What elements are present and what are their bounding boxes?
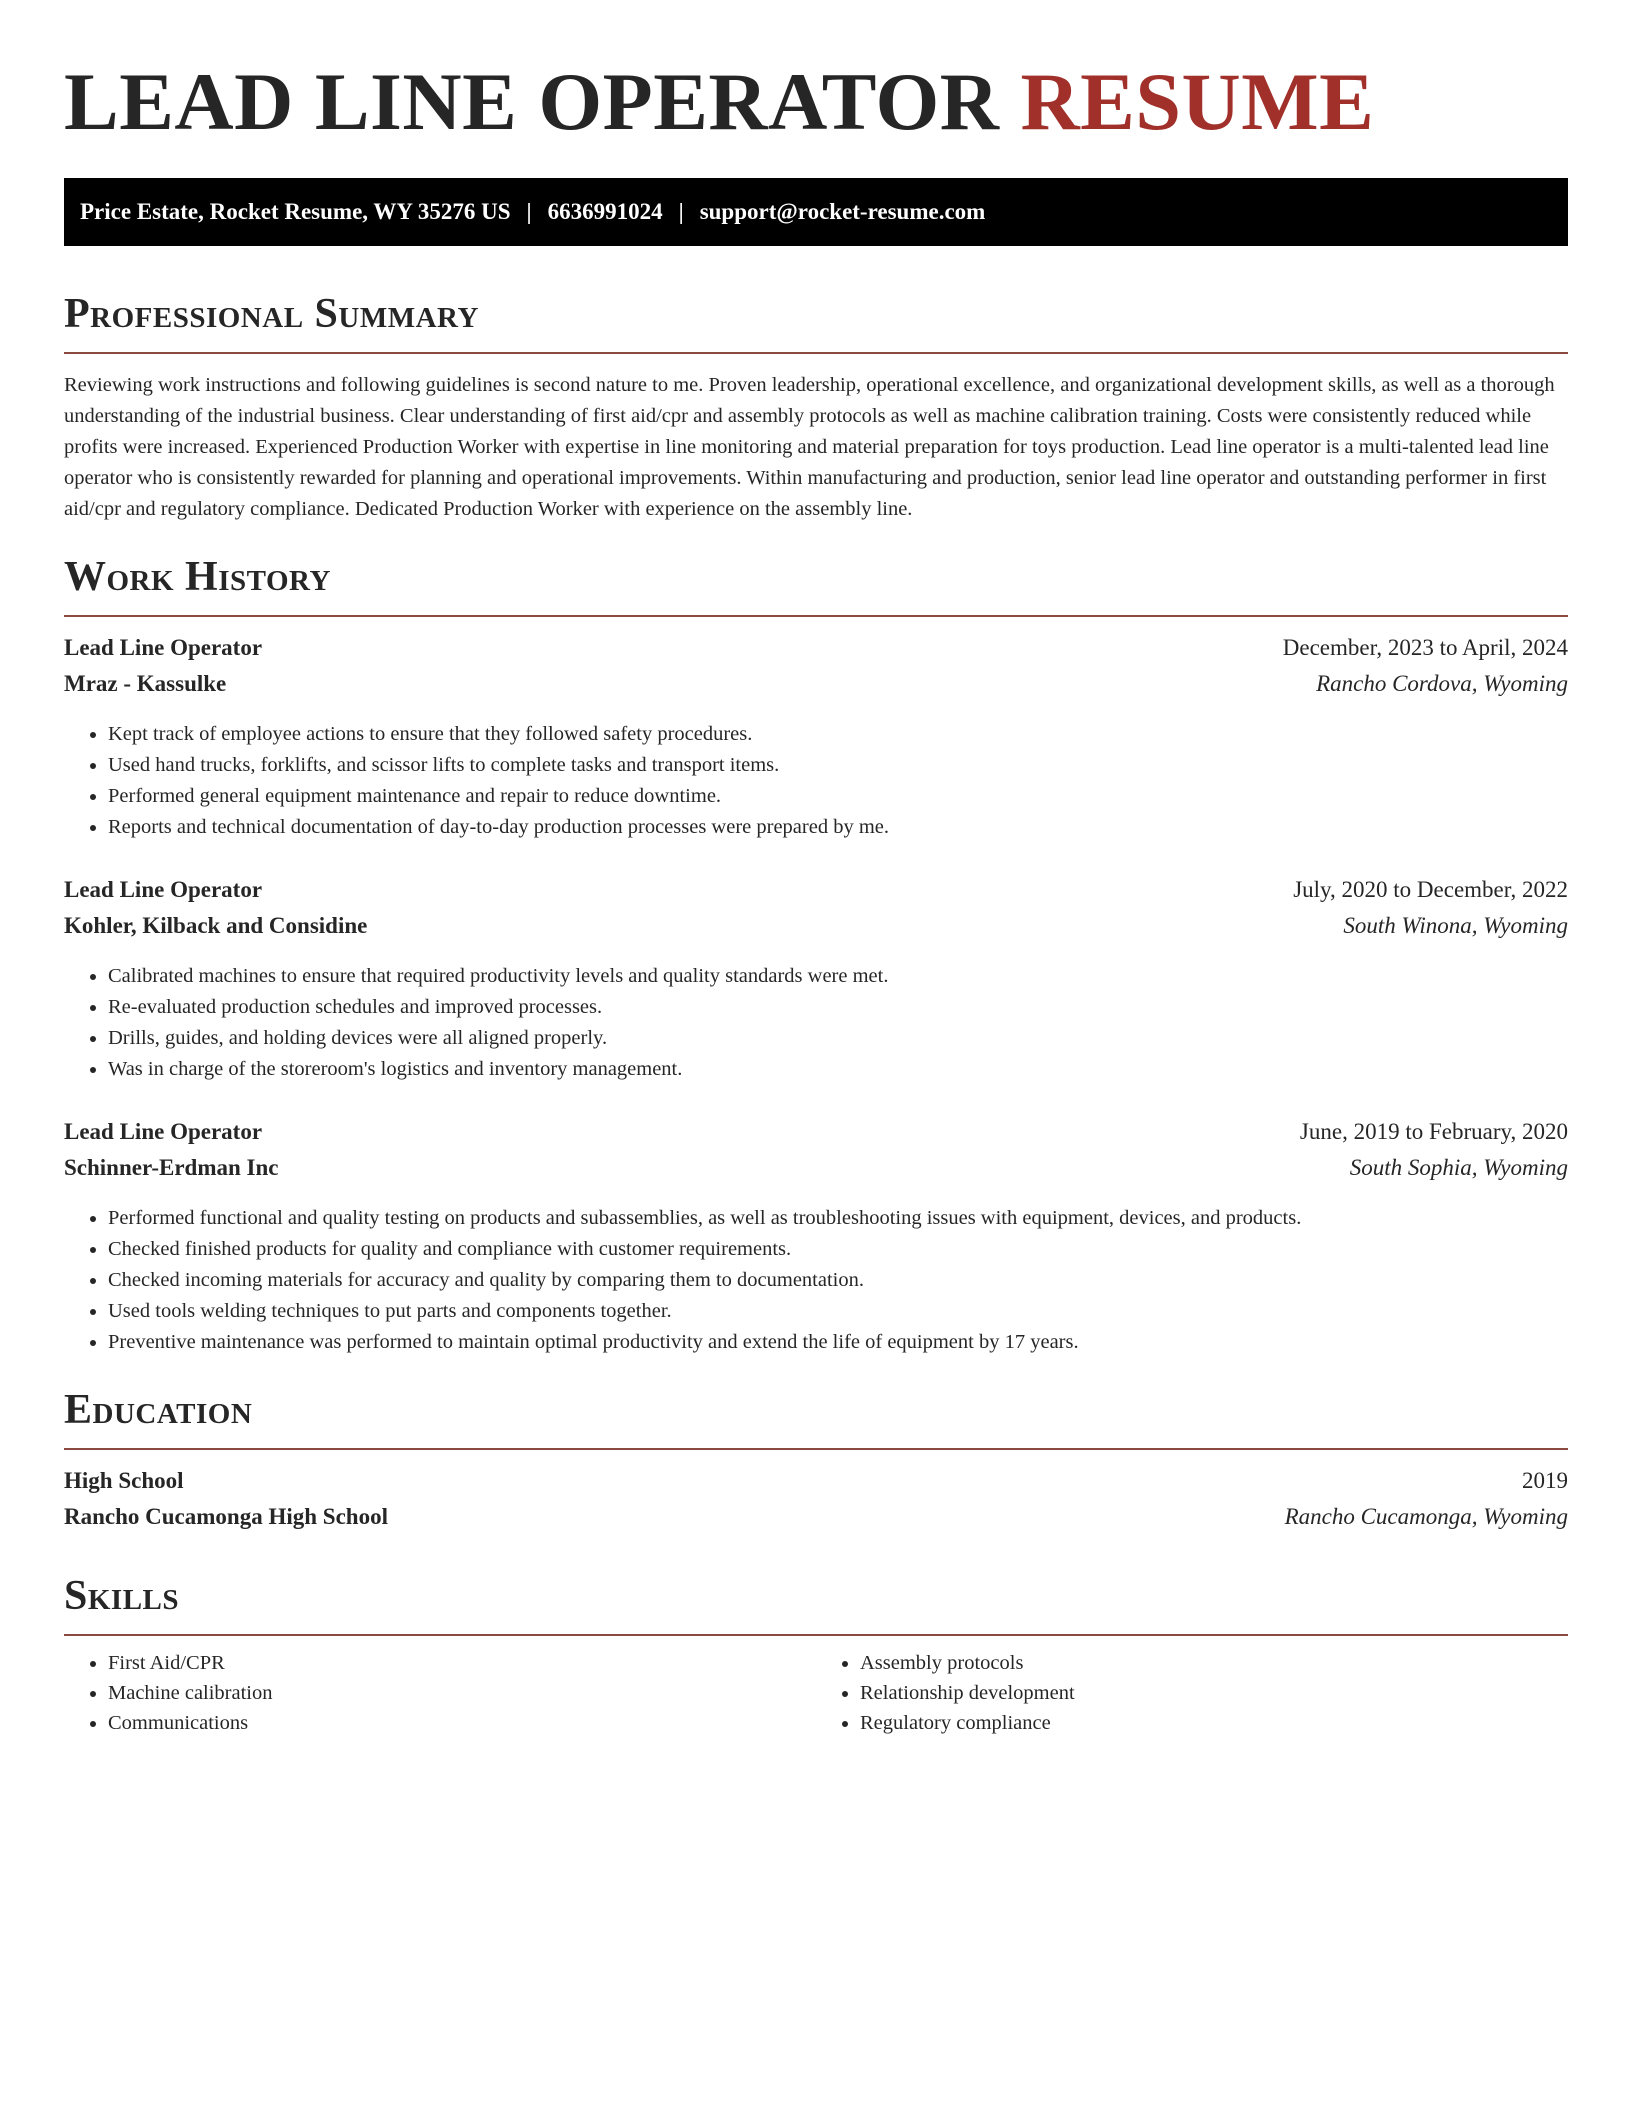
job-bullets <box>64 1203 1568 1358</box>
skill-item: • First Aid/CPR <box>108 1648 816 1678</box>
job-bullet: • Drills, guides, and holding devices were all aligned properly. <box>108 1023 1568 1054</box>
job-bullet: • Preventive maintenance was performed to maintain optimal productivity and extend the life of equipment by 17 years. <box>108 1327 1568 1358</box>
section-divider <box>64 1634 1568 1636</box>
job-dates: December, 2023 to April, 2024 <box>1282 635 1568 660</box>
job-company: Schinner-Erdman Inc <box>64 1155 279 1180</box>
job-bullet: • Used hand trucks, forklifts, and scissor lifts to complete tasks and transport items. <box>108 750 1568 781</box>
skill-item: • Machine calibration <box>108 1678 816 1708</box>
job-company: Kohler, Kilback and Considine <box>64 913 368 938</box>
job-bullet: • Re-evaluated production schedules and improved processes. <box>108 992 1568 1023</box>
section-divider <box>64 1448 1568 1450</box>
skill-item: • Regulatory compliance <box>860 1708 1568 1738</box>
job-company: Mraz - Kassulke <box>64 671 227 696</box>
job-bullet: • Was in charge of the storeroom's logistics and inventory management. <box>108 1054 1568 1085</box>
job-location: South Winona, Wyoming <box>1343 913 1568 938</box>
title-main: LEAD LINE OPERATOR <box>64 56 1000 147</box>
summary-text: Reviewing work instructions and following guidelines is second nature to me. Proven leadership, operational excellence, and organizational development skills, as well as a thorough understanding of the industrial business. Clear understanding of first aid/cpr and assembly protocols as well as machine calibration training. Costs were consistently reduced while profits were increased. Experienced Production Worker with expertise in line monitoring and material preparation for toys production. Lead line operator is a multi-talented lead line operator who is consistently rewarded for planning and operational improvements. Within manufacturing and production, senior lead line operator and outstanding performer in first aid/cpr and regulatory compliance. Dedicated Production Worker with experience on the assembly line. <box>64 374 1555 520</box>
section-divider <box>64 615 1568 617</box>
job-bullet: • Used tools welding techniques to put parts and components together. <box>108 1296 1568 1327</box>
job-title: Lead Line Operator <box>64 1119 263 1144</box>
education-section <box>64 1384 1568 1540</box>
job-bullet: • Performed general equipment maintenance and repair to reduce downtime. <box>108 781 1568 812</box>
contact-phone: 6636991024 <box>547 199 663 224</box>
section-heading-work: Work History <box>64 554 331 600</box>
job-entry <box>64 635 1568 843</box>
job-entry <box>64 1119 1568 1358</box>
resume-title <box>64 52 1568 152</box>
skills-column-left <box>64 1648 816 1738</box>
skills-column-right <box>816 1648 1568 1738</box>
contact-email: support@rocket-resume.com <box>699 199 986 224</box>
section-heading-skills: Skills <box>64 1573 180 1619</box>
job-entry <box>64 877 1568 1085</box>
education-year: 2019 <box>1522 1468 1568 1493</box>
contact-separator: | <box>526 199 532 224</box>
contact-separator: | <box>678 199 684 224</box>
job-title: Lead Line Operator <box>64 877 263 902</box>
job-bullet: • Calibrated machines to ensure that required productivity levels and quality standards were met. <box>108 961 1568 992</box>
job-bullets <box>64 719 1568 843</box>
title-accent: RESUME <box>1020 56 1375 147</box>
skills-section <box>64 1570 1568 1738</box>
education-degree: High School <box>64 1468 184 1493</box>
section-divider <box>64 352 1568 354</box>
job-bullet: • Performed functional and quality testing on products and subassemblies, as well as troubleshooting issues with equipment, devices, and products. <box>108 1203 1568 1234</box>
education-entry <box>64 1468 1568 1540</box>
skills-grid <box>64 1648 1568 1738</box>
education-location: Rancho Cucamonga, Wyoming <box>1284 1504 1568 1529</box>
job-location: South Sophia, Wyoming <box>1349 1155 1568 1180</box>
skill-item: • Assembly protocols <box>860 1648 1568 1678</box>
work-history-section <box>64 551 1568 1358</box>
skill-item: • Communications <box>108 1708 816 1738</box>
professional-summary-section <box>64 288 1568 525</box>
job-dates: June, 2019 to February, 2020 <box>1299 1119 1568 1144</box>
contact-bar <box>64 178 1568 246</box>
education-school: Rancho Cucamonga High School <box>64 1504 388 1529</box>
contact-address: Price Estate, Rocket Resume, WY 35276 US <box>80 199 511 224</box>
job-bullet: • Kept track of employee actions to ensure that they followed safety procedures. <box>108 719 1568 750</box>
skill-item: • Relationship development <box>860 1678 1568 1708</box>
section-heading-summary: Professional Summary <box>64 291 479 337</box>
job-bullet: • Reports and technical documentation of day-to-day production processes were prepared by me. <box>108 812 1568 843</box>
job-bullet: • Checked finished products for quality and compliance with customer requirements. <box>108 1234 1568 1265</box>
job-bullets <box>64 961 1568 1085</box>
job-location: Rancho Cordova, Wyoming <box>1316 671 1568 696</box>
job-bullet: • Checked incoming materials for accuracy and quality by comparing them to documentation. <box>108 1265 1568 1296</box>
job-dates: July, 2020 to December, 2022 <box>1293 877 1568 902</box>
section-heading-education: Education <box>64 1387 253 1433</box>
job-title: Lead Line Operator <box>64 635 263 660</box>
